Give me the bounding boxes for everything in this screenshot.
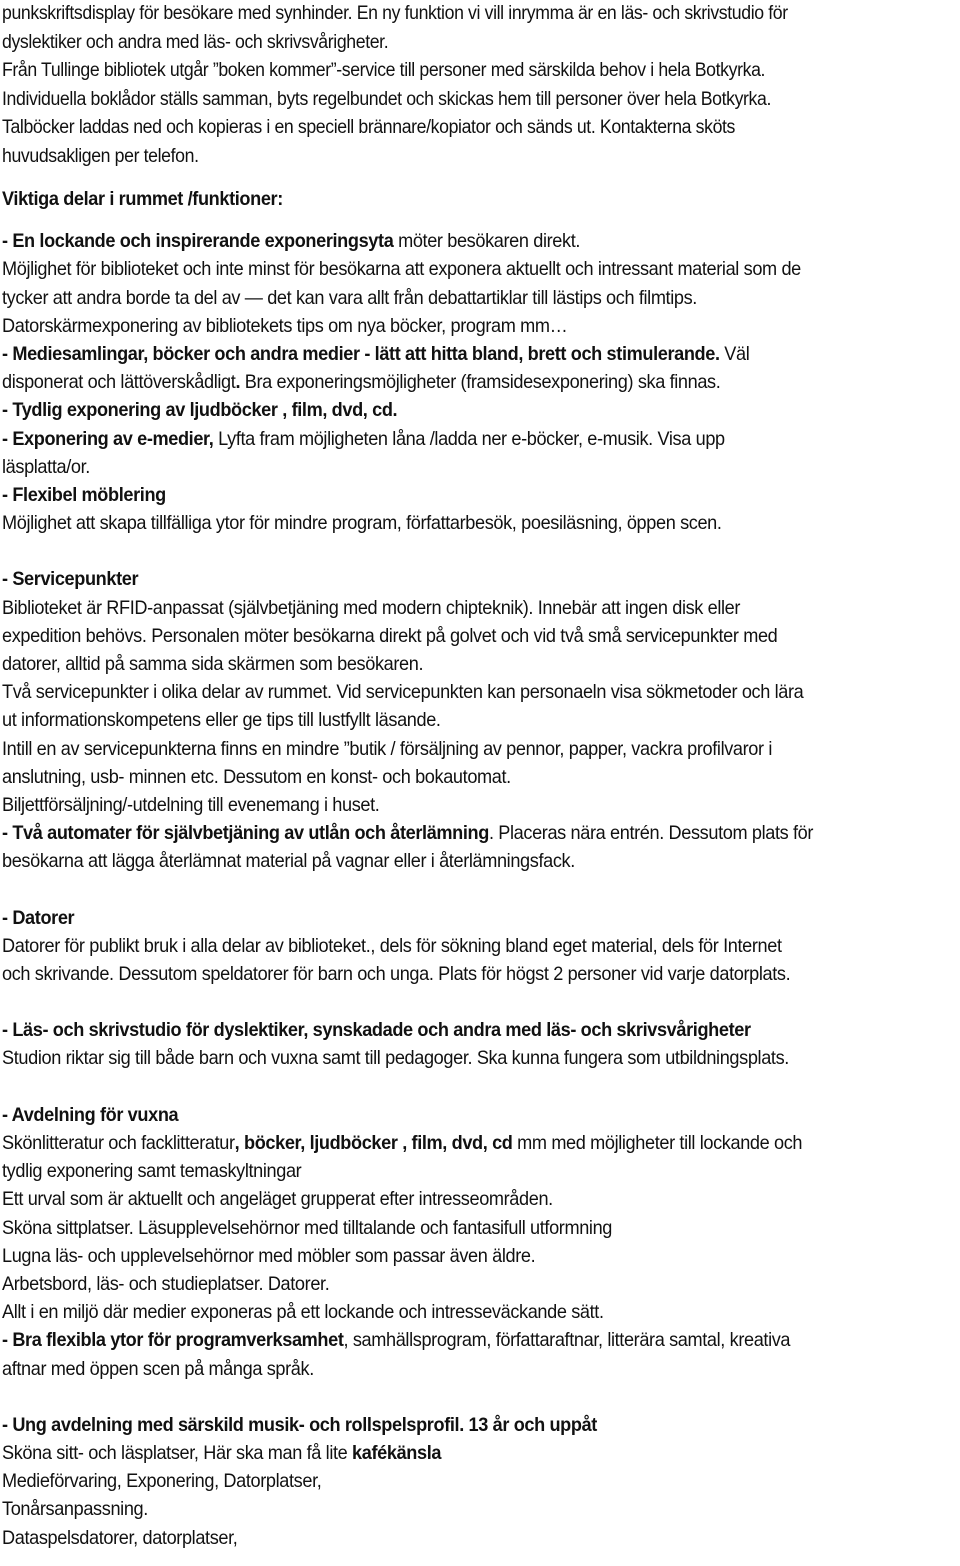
text-line: - Flexibel möblering [2,484,166,507]
text-line: Sköna sittplatser. Läsupplevelsehörnor med tilltalande och fantasifull utformning [2,1216,613,1239]
text-line: - Ung avdelning med särskild musik- och rollspelsprofil. 13 år och uppåt [2,1413,597,1436]
text-line: tydlig exponering samt temaskyltningar [2,1160,302,1183]
text-line: huvudsakligen per telefon. [2,145,199,167]
text-line: tycker att andra borde ta del av — det kan vara allt från debattartiklar till lästips och filmtips. [2,286,697,309]
text-line: dyslektiker och andra med läs- och skrivsvårigheter. [2,31,389,53]
text-line: - En lockande och inspirerande exponeringsyta möter besökaren direkt. [2,230,581,253]
text-line: Möjlighet för biblioteket och inte minst för besökarna att exponera aktuellt och intressant material som de [2,258,801,281]
text-line: disponerat och lättöverskådligt. Bra exponeringsmöjligheter (framsidesexponering) ska finnas. [2,371,721,394]
text-line: - Servicepunkter [2,568,139,591]
text-line: anslutning, usb- minnen etc. Dessutom en konst- och bokautomat. [2,765,511,788]
text-line: Från Tullinge bibliotek utgår ”boken kommer”-service till personer med särskilda behov i hela Botkyrka. [2,60,766,81]
text-line: Lugna läs- och upplevelsehörnor med möbler som passar även äldre. [2,1244,536,1267]
text-line: Biblioteket är RFID-anpassat (självbetjäning med modern chipteknik). Innebär att ingen disk eller [2,596,741,619]
text-line: Intill en av servicepunkterna finns en mindre ”butik / försäljning av pennor, papper, vackra profilvaror i [2,737,773,760]
text-line: Talböcker laddas ned och kopieras i en speciell brännare/kopiator och sänds ut. Kontakterna sköts [2,117,736,138]
text-line: Arbetsbord, läs- och studieplatser. Datorer. [2,1272,330,1295]
text-line: Biljettförsäljning/-utdelning till evenemang i huset. [2,794,380,817]
text-line: Allt i en miljö där medier exponeras på ett lockande och intresseväckande sätt. [2,1301,604,1324]
text-line: Tonårsanpassning. [2,1498,148,1521]
text-line: och skrivande. Dessutom speldatorer för barn och unga. Plats för högst 2 personer vid varje datorplats. [2,963,791,986]
text-line: aftnar med öppen scen på många språk. [2,1357,314,1380]
text-line: Skönlitteratur och facklitteratur, böcker, ljudböcker , film, dvd, cd mm med möjligheter till lockande och [2,1131,803,1154]
text-line: - Två automater för självbetjäning av utlån och återlämning. Placeras nära entrén. Dessutom plats för [2,822,814,845]
text-line: Individuella boklådor ställs samman, byts regelbundet och skickas hem till personer över hela Botkyrka. [2,88,772,110]
text-line: Sköna sitt- och läsplatser, Här ska man få lite kafékänsla [2,1441,442,1464]
text-line: Ett urval som är aktuellt och angeläget grupperat efter intresseområden. [2,1188,553,1211]
text-line: ut informationskompetens eller ge tips till lustfyllt läsande. [2,709,441,732]
intro-paragraph [2,0,956,171]
section-heading: Viktiga delar i rummet /funktioner: [2,188,283,210]
functions-section [2,185,956,1552]
text-line: Medieförvaring, Exponering, Datorplatser, [2,1470,322,1493]
text-line: - Tydlig exponering av ljudböcker , film, dvd, cd. [2,399,398,422]
text-line: besökarna att lägga återlämnat material på vagnar eller i återlämningsfack. [2,850,575,873]
text-line: Möjlighet att skapa tillfälliga ytor för mindre program, författarbesök, poesiläsning, öppen scen. [2,512,722,535]
text-line: läsplatta/or. [2,455,90,478]
text-line: Datorer för publikt bruk i alla delar av biblioteket., dels för sökning bland eget material, dels för Internet [2,934,782,957]
text-line: datorer, alltid på samma sida skärmen som besökaren. [2,653,424,676]
text-line: expedition behövs. Personalen möter besökarna direkt på golvet och vid två små servicepunkter med [2,624,778,647]
text-line: - Datorer [2,906,75,929]
text-line: Datorskärmexponering av bibliotekets tips om nya böcker, program mm… [2,314,568,337]
text-line: - Mediesamlingar, böcker och andra medier - lätt att hitta bland, brett och stimulerande. Väl [2,343,750,366]
text-line: - Exponering av e-medier, Lyfta fram möjligheten låna /ladda ner e-böcker, e-musik. Visa upp [2,427,725,450]
text-line: punkskriftsdisplay för besökare med synhinder. En ny funktion vi vill inrymma är en läs- och skrivstudio för [2,3,788,24]
text-line: Studion riktar sig till både barn och vuxna samt till pedagoger. Ska kunna fungera som utbildningsplats. [2,1047,789,1070]
document-page [2,0,890,1552]
text-line: Dataspelsdatorer, datorplatser, [2,1526,238,1549]
text-line: - Läs- och skrivstudio för dyslektiker, synskadade och andra med läs- och skrivsvårigheter [2,1019,751,1042]
text-line: Två servicepunkter i olika delar av rummet. Vid servicepunkten kan personaeln visa sökmetoder och lära [2,681,804,704]
text-line: - Bra flexibla ytor för programverksamhet, samhällsprogram, författaraftnar, litterära samtal, kreativa [2,1329,791,1352]
text-line: - Avdelning för vuxna [2,1103,179,1126]
